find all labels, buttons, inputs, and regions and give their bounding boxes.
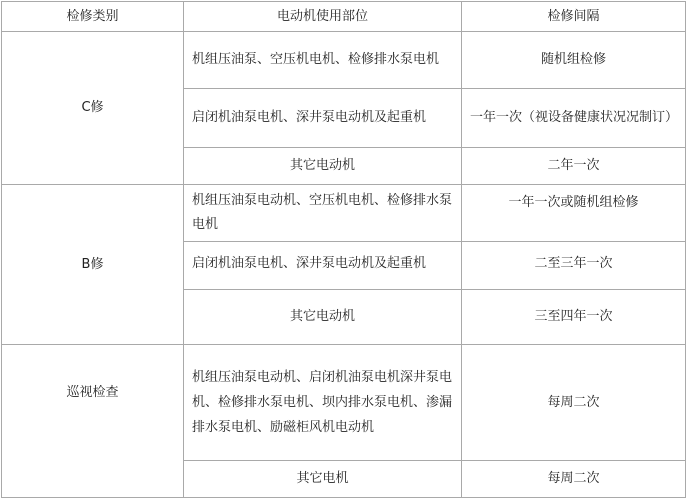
location-cell: 其它电动机 (184, 290, 462, 345)
header-category: 检修类别 (2, 2, 184, 32)
maintenance-schedule-table (1, 1, 686, 498)
location-cell: 启闭机油泵电机、深井泵电动机及起重机 (184, 89, 462, 148)
interval-cell: 二年一次 (462, 148, 686, 185)
location-cell: 机组压油泵电动机、启闭机油泵电机深井泵电机、检修排水泵电机、坝内排水泵电机、渗漏排水泵电机、励磁柜风机电动机 (184, 345, 462, 461)
location-cell: 机组压油泵电动机、空压机电机、检修排水泵电机 (184, 185, 462, 242)
category-cell: B修 (2, 185, 184, 345)
table-row (2, 185, 686, 242)
table-row (2, 32, 686, 89)
header-location: 电动机使用部位 (184, 2, 462, 32)
interval-cell: 一年一次（视设备健康状况况制订） (462, 89, 686, 148)
header-row (2, 2, 686, 32)
interval-cell: 一年一次或随机组检修 (462, 185, 686, 242)
category-cell: C修 (2, 32, 184, 185)
location-cell: 其它电动机 (184, 148, 462, 185)
table-row (2, 345, 686, 461)
interval-cell: 每周二次 (462, 461, 686, 498)
interval-cell: 三至四年一次 (462, 290, 686, 345)
interval-cell: 随机组检修 (462, 32, 686, 89)
interval-cell: 每周二次 (462, 345, 686, 461)
category-cell: 巡视检查 (2, 345, 184, 498)
location-cell: 其它电机 (184, 461, 462, 498)
location-cell: 启闭机油泵电机、深井泵电动机及起重机 (184, 242, 462, 290)
header-interval: 检修间隔 (462, 2, 686, 32)
interval-cell: 二至三年一次 (462, 242, 686, 290)
location-cell: 机组压油泵、空压机电机、检修排水泵电机 (184, 32, 462, 89)
